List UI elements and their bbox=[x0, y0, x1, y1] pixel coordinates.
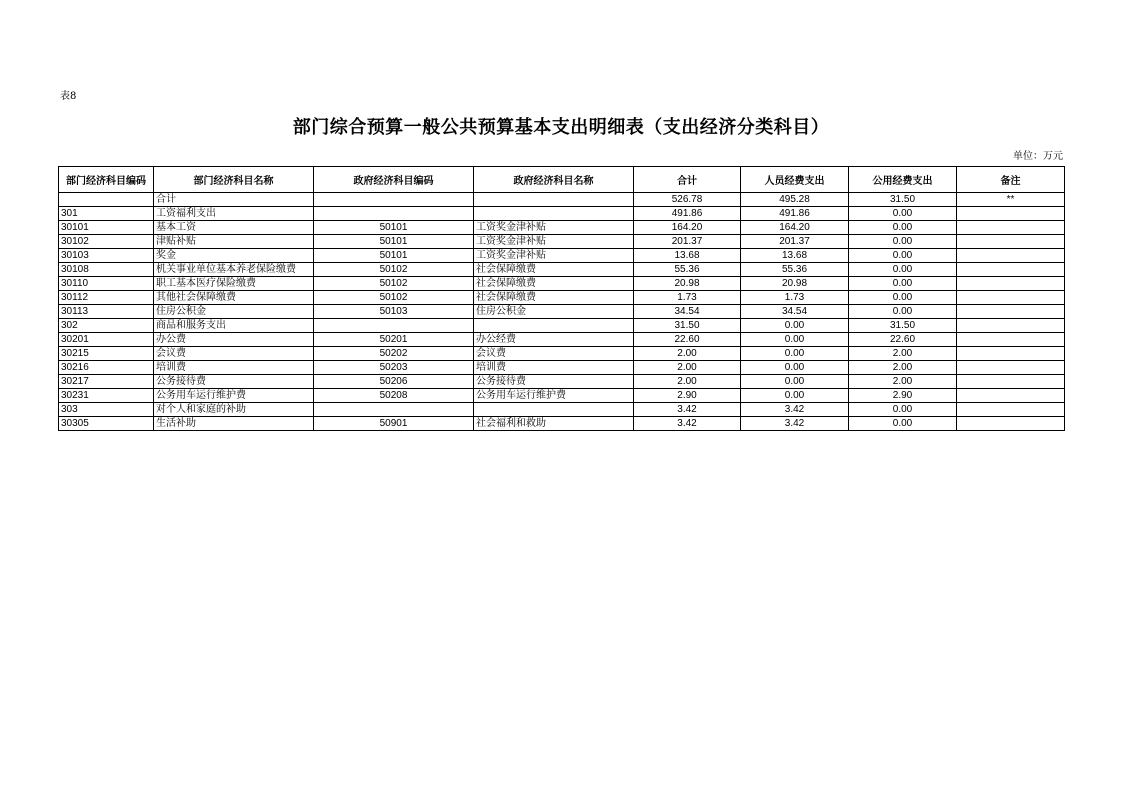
cell-dept-name: 办公费 bbox=[154, 333, 314, 347]
cell-note bbox=[957, 333, 1065, 347]
cell-gov-code: 50101 bbox=[314, 221, 474, 235]
cell-public: 31.50 bbox=[849, 319, 957, 333]
cell-gov-name: 住房公积金 bbox=[474, 305, 634, 319]
cell-personnel: 0.00 bbox=[741, 319, 849, 333]
cell-public: 2.00 bbox=[849, 347, 957, 361]
cell-gov-name: 社会保障缴费 bbox=[474, 277, 634, 291]
cell-public: 0.00 bbox=[849, 417, 957, 431]
cell-dept-name: 商品和服务支出 bbox=[154, 319, 314, 333]
cell-personnel: 201.37 bbox=[741, 235, 849, 249]
cell-gov-code bbox=[314, 403, 474, 417]
header-total: 合计 bbox=[634, 167, 741, 193]
cell-dept-code: 30215 bbox=[59, 347, 154, 361]
table-row bbox=[59, 193, 1065, 207]
cell-gov-code: 50102 bbox=[314, 277, 474, 291]
cell-personnel: 3.42 bbox=[741, 417, 849, 431]
table-row bbox=[59, 263, 1065, 277]
expenditure-detail-table bbox=[58, 166, 1065, 431]
cell-note bbox=[957, 305, 1065, 319]
unit-label: 单位：万元 bbox=[1013, 151, 1063, 162]
cell-dept-name: 工资福利支出 bbox=[154, 207, 314, 221]
header-personnel: 人员经费支出 bbox=[741, 167, 849, 193]
table-row bbox=[59, 347, 1065, 361]
cell-dept-code: 30112 bbox=[59, 291, 154, 305]
table-row bbox=[59, 375, 1065, 389]
cell-dept-code: 30216 bbox=[59, 361, 154, 375]
cell-dept-name: 合计 bbox=[154, 193, 314, 207]
cell-gov-code: 50203 bbox=[314, 361, 474, 375]
cell-gov-name: 办公经费 bbox=[474, 333, 634, 347]
cell-dept-code: 30103 bbox=[59, 249, 154, 263]
cell-dept-name: 住房公积金 bbox=[154, 305, 314, 319]
cell-personnel: 491.86 bbox=[741, 207, 849, 221]
cell-dept-name: 津贴补贴 bbox=[154, 235, 314, 249]
cell-gov-name: 公务接待费 bbox=[474, 375, 634, 389]
table-row bbox=[59, 319, 1065, 333]
cell-gov-name: 社会保障缴费 bbox=[474, 291, 634, 305]
cell-total: 3.42 bbox=[634, 417, 741, 431]
cell-gov-code: 50103 bbox=[314, 305, 474, 319]
cell-dept-name: 公务用车运行维护费 bbox=[154, 389, 314, 403]
page-title: 部门综合预算一般公共预算基本支出明细表（支出经济分类科目） bbox=[292, 117, 830, 138]
cell-dept-code: 30217 bbox=[59, 375, 154, 389]
table-row bbox=[59, 417, 1065, 431]
cell-gov-name: 培训费 bbox=[474, 361, 634, 375]
cell-note bbox=[957, 291, 1065, 305]
cell-total: 2.00 bbox=[634, 361, 741, 375]
cell-dept-code: 301 bbox=[59, 207, 154, 221]
cell-personnel: 0.00 bbox=[741, 347, 849, 361]
cell-dept-name: 奖金 bbox=[154, 249, 314, 263]
cell-note bbox=[957, 235, 1065, 249]
cell-gov-name: 工资奖金津补贴 bbox=[474, 249, 634, 263]
cell-dept-name: 会议费 bbox=[154, 347, 314, 361]
cell-gov-name: 工资奖金津补贴 bbox=[474, 235, 634, 249]
cell-dept-name: 公务接待费 bbox=[154, 375, 314, 389]
cell-personnel: 0.00 bbox=[741, 333, 849, 347]
cell-public: 2.00 bbox=[849, 361, 957, 375]
cell-total: 2.00 bbox=[634, 375, 741, 389]
cell-note bbox=[957, 389, 1065, 403]
cell-personnel: 164.20 bbox=[741, 221, 849, 235]
cell-note bbox=[957, 417, 1065, 431]
cell-gov-code bbox=[314, 319, 474, 333]
cell-dept-code bbox=[59, 193, 154, 207]
table-row bbox=[59, 249, 1065, 263]
table-row bbox=[59, 333, 1065, 347]
cell-dept-name: 基本工资 bbox=[154, 221, 314, 235]
table-row bbox=[59, 235, 1065, 249]
cell-dept-code: 302 bbox=[59, 319, 154, 333]
table-row bbox=[59, 305, 1065, 319]
header-gov-name: 政府经济科目名称 bbox=[474, 167, 634, 193]
header-gov-code: 政府经济科目编码 bbox=[314, 167, 474, 193]
cell-personnel: 0.00 bbox=[741, 389, 849, 403]
cell-total: 526.78 bbox=[634, 193, 741, 207]
table-row bbox=[59, 361, 1065, 375]
cell-dept-name: 机关事业单位基本养老保险缴费 bbox=[154, 263, 314, 277]
cell-total: 164.20 bbox=[634, 221, 741, 235]
cell-dept-code: 30113 bbox=[59, 305, 154, 319]
cell-public: 0.00 bbox=[849, 207, 957, 221]
cell-personnel: 495.28 bbox=[741, 193, 849, 207]
cell-public: 0.00 bbox=[849, 263, 957, 277]
cell-gov-code: 50206 bbox=[314, 375, 474, 389]
table-header-row bbox=[59, 167, 1065, 193]
cell-personnel: 1.73 bbox=[741, 291, 849, 305]
cell-gov-code bbox=[314, 207, 474, 221]
cell-note bbox=[957, 403, 1065, 417]
cell-total: 491.86 bbox=[634, 207, 741, 221]
cell-note bbox=[957, 347, 1065, 361]
cell-gov-code: 50101 bbox=[314, 235, 474, 249]
cell-personnel: 3.42 bbox=[741, 403, 849, 417]
table-row bbox=[59, 221, 1065, 235]
cell-gov-code: 50208 bbox=[314, 389, 474, 403]
table-row bbox=[59, 403, 1065, 417]
cell-public: 0.00 bbox=[849, 291, 957, 305]
cell-dept-name: 职工基本医疗保险缴费 bbox=[154, 277, 314, 291]
cell-note: ** bbox=[957, 193, 1065, 207]
cell-total: 2.00 bbox=[634, 347, 741, 361]
cell-dept-code: 30110 bbox=[59, 277, 154, 291]
cell-public: 0.00 bbox=[849, 403, 957, 417]
cell-gov-name bbox=[474, 403, 634, 417]
table-number: 表8 bbox=[60, 91, 77, 102]
cell-total: 22.60 bbox=[634, 333, 741, 347]
header-dept-code: 部门经济科目编码 bbox=[59, 167, 154, 193]
cell-total: 2.90 bbox=[634, 389, 741, 403]
cell-dept-name: 生活补助 bbox=[154, 417, 314, 431]
cell-note bbox=[957, 277, 1065, 291]
cell-dept-code: 30108 bbox=[59, 263, 154, 277]
cell-gov-name: 社会保障缴费 bbox=[474, 263, 634, 277]
cell-dept-code: 30231 bbox=[59, 389, 154, 403]
cell-personnel: 0.00 bbox=[741, 375, 849, 389]
cell-note bbox=[957, 361, 1065, 375]
cell-total: 31.50 bbox=[634, 319, 741, 333]
cell-personnel: 20.98 bbox=[741, 277, 849, 291]
cell-note bbox=[957, 249, 1065, 263]
cell-total: 34.54 bbox=[634, 305, 741, 319]
cell-note bbox=[957, 263, 1065, 277]
cell-total: 20.98 bbox=[634, 277, 741, 291]
cell-public: 0.00 bbox=[849, 221, 957, 235]
cell-dept-code: 30102 bbox=[59, 235, 154, 249]
table-row bbox=[59, 277, 1065, 291]
cell-gov-code: 50101 bbox=[314, 249, 474, 263]
header-note: 备注 bbox=[957, 167, 1065, 193]
cell-dept-code: 30305 bbox=[59, 417, 154, 431]
cell-total: 13.68 bbox=[634, 249, 741, 263]
cell-note bbox=[957, 375, 1065, 389]
cell-public: 0.00 bbox=[849, 305, 957, 319]
cell-gov-code: 50202 bbox=[314, 347, 474, 361]
header-public: 公用经费支出 bbox=[849, 167, 957, 193]
cell-gov-code: 50201 bbox=[314, 333, 474, 347]
cell-public: 0.00 bbox=[849, 249, 957, 263]
cell-public: 0.00 bbox=[849, 277, 957, 291]
table-row bbox=[59, 207, 1065, 221]
cell-personnel: 0.00 bbox=[741, 361, 849, 375]
cell-gov-name: 会议费 bbox=[474, 347, 634, 361]
cell-gov-name bbox=[474, 319, 634, 333]
cell-gov-name: 社会福利和救助 bbox=[474, 417, 634, 431]
cell-gov-code bbox=[314, 193, 474, 207]
cell-dept-code: 303 bbox=[59, 403, 154, 417]
cell-note bbox=[957, 221, 1065, 235]
cell-public: 2.00 bbox=[849, 375, 957, 389]
cell-public: 2.90 bbox=[849, 389, 957, 403]
cell-total: 55.36 bbox=[634, 263, 741, 277]
cell-gov-code: 50102 bbox=[314, 291, 474, 305]
cell-personnel: 13.68 bbox=[741, 249, 849, 263]
cell-dept-name: 培训费 bbox=[154, 361, 314, 375]
cell-public: 31.50 bbox=[849, 193, 957, 207]
cell-personnel: 34.54 bbox=[741, 305, 849, 319]
cell-public: 22.60 bbox=[849, 333, 957, 347]
cell-total: 3.42 bbox=[634, 403, 741, 417]
table-row bbox=[59, 389, 1065, 403]
cell-dept-code: 30201 bbox=[59, 333, 154, 347]
cell-gov-name bbox=[474, 207, 634, 221]
table-row bbox=[59, 291, 1065, 305]
cell-gov-code: 50102 bbox=[314, 263, 474, 277]
cell-total: 1.73 bbox=[634, 291, 741, 305]
cell-note bbox=[957, 319, 1065, 333]
cell-personnel: 55.36 bbox=[741, 263, 849, 277]
cell-public: 0.00 bbox=[849, 235, 957, 249]
cell-note bbox=[957, 207, 1065, 221]
cell-dept-name: 对个人和家庭的补助 bbox=[154, 403, 314, 417]
cell-gov-name: 工资奖金津补贴 bbox=[474, 221, 634, 235]
table-body bbox=[59, 193, 1065, 431]
cell-total: 201.37 bbox=[634, 235, 741, 249]
cell-gov-name bbox=[474, 193, 634, 207]
cell-gov-name: 公务用车运行维护费 bbox=[474, 389, 634, 403]
cell-dept-code: 30101 bbox=[59, 221, 154, 235]
cell-gov-code: 50901 bbox=[314, 417, 474, 431]
cell-dept-name: 其他社会保障缴费 bbox=[154, 291, 314, 305]
header-dept-name: 部门经济科目名称 bbox=[154, 167, 314, 193]
